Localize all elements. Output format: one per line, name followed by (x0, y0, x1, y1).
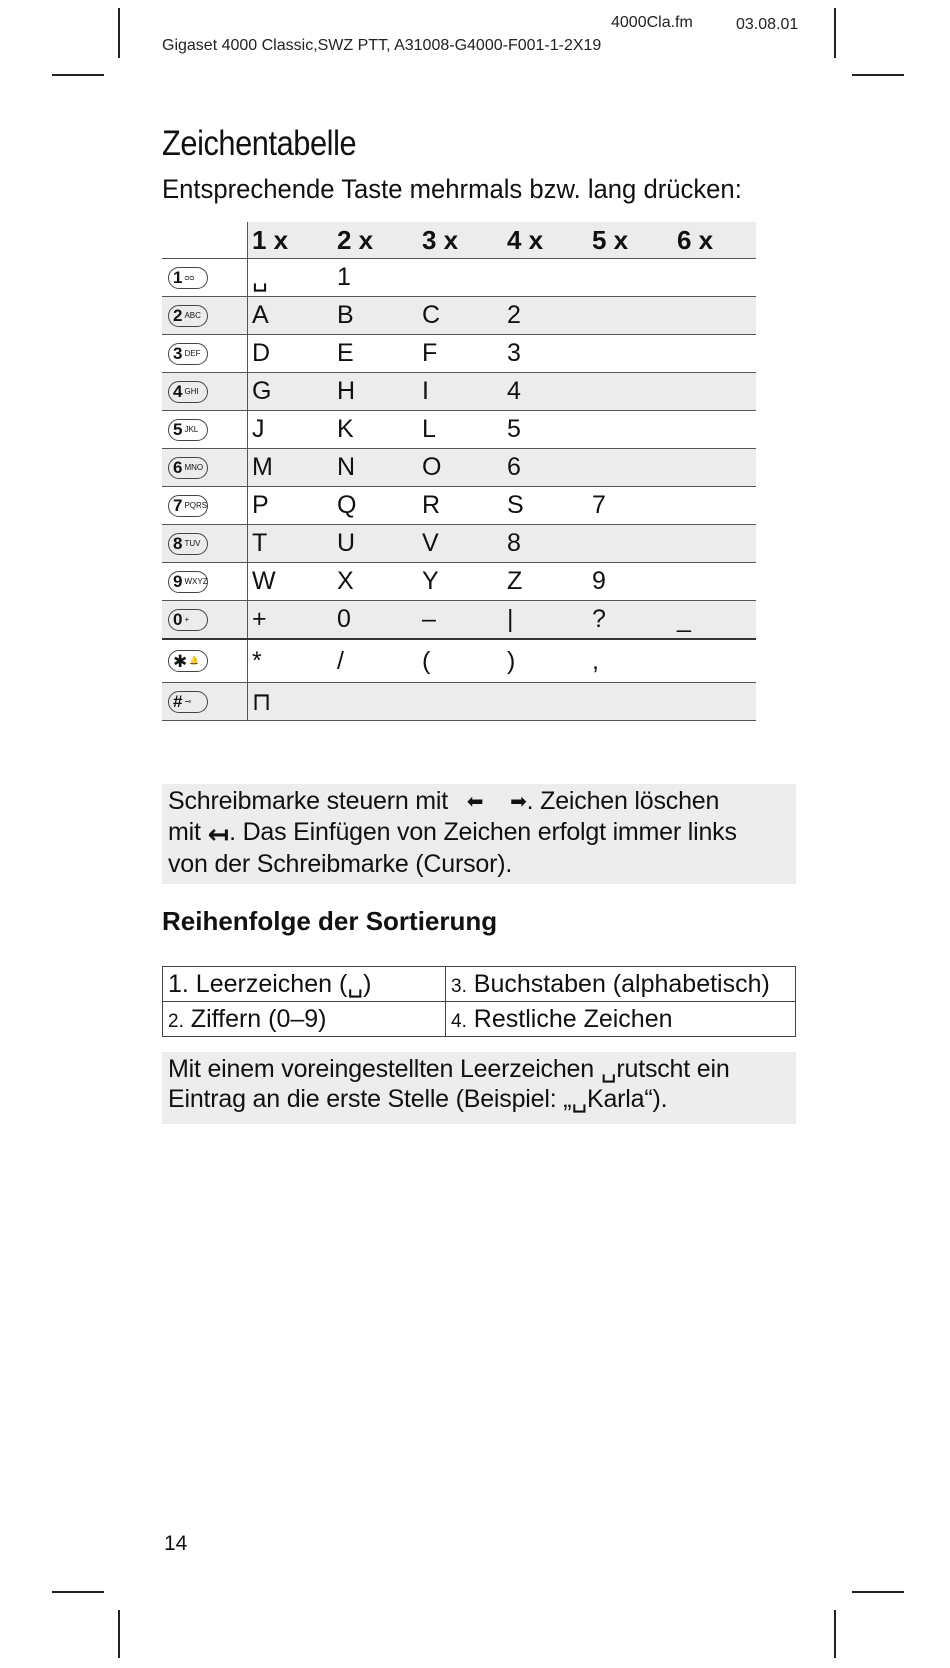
char-cell: K (337, 415, 354, 443)
key-label: 4 (173, 382, 183, 401)
key-8-icon (168, 533, 208, 555)
char-cell: Q (337, 491, 357, 519)
char-cell: ? (592, 605, 606, 633)
key-9-icon (168, 571, 208, 593)
char-cell: * (252, 646, 262, 675)
char-cell: F (422, 339, 438, 367)
key-label: 6 (173, 458, 183, 477)
table-row (162, 563, 756, 601)
crop-mark-bottom-right (834, 1610, 836, 1658)
char-cell: T (252, 529, 268, 557)
char-cell: X (337, 567, 354, 595)
crop-mark-bottom-left (118, 1610, 120, 1658)
left-arrow-icon: ⬅ (466, 791, 484, 814)
cursor-info-box (162, 784, 796, 884)
char-cell: I (422, 377, 429, 405)
key-cell (162, 297, 248, 334)
column-header: 5 x (592, 224, 629, 255)
column-header: 2 x (337, 224, 374, 255)
key-sublabel: ᴑᴑ (184, 272, 195, 282)
key-3-icon (168, 343, 208, 365)
char-cell: / (337, 646, 344, 675)
char-cell: | (507, 605, 514, 633)
key-sublabel: PQRS (184, 500, 208, 510)
char-cell: 3 (507, 339, 521, 367)
key-cell (162, 563, 248, 600)
column-header: 1 x (252, 224, 289, 255)
key-label: 1 (173, 268, 183, 287)
column-header: 4 x (507, 224, 544, 255)
char-cell: ⊓ (252, 687, 272, 716)
key-sublabel: + (184, 614, 190, 624)
sort-item-number: 4. (451, 1010, 467, 1032)
sort-item-text: Buchstaben (alphabetisch) (466, 969, 770, 998)
header-filename: 4000Cla.fm (611, 14, 693, 31)
char-cell: 0 (337, 605, 351, 633)
key-sublabel: JKL (184, 424, 199, 434)
key-cell (162, 373, 248, 410)
cursor-info-text: Schreibmarke steuern mit (168, 787, 449, 815)
table-row (162, 683, 756, 721)
table-row (162, 449, 756, 487)
key-7-icon (168, 495, 208, 517)
space-note-line-2: Eintrag an die erste Stelle (Beispiel: „␣Karla“). (168, 1085, 668, 1113)
insert-info-text: . Das Einfügen von Zeichen erfolgt immer links (229, 818, 737, 847)
char-cell: W (252, 567, 276, 595)
key-label: 3 (173, 344, 183, 363)
sort-item-3 (446, 967, 796, 1002)
char-cell: M (252, 453, 273, 481)
char-cell: S (507, 491, 524, 519)
char-cell: C (422, 301, 441, 329)
char-cell: B (337, 301, 354, 329)
key-label: 7 (173, 496, 183, 515)
char-cell: A (252, 301, 269, 329)
key-1-icon (168, 267, 208, 289)
crop-mark-top-right (834, 8, 836, 58)
char-cell: D (252, 339, 271, 367)
key-label: 8 (173, 534, 183, 553)
char-cell: E (337, 339, 354, 367)
char-cell: _ (677, 605, 691, 633)
page-number: 14 (164, 1532, 188, 1555)
char-cell: R (422, 491, 441, 519)
crop-mark-bottom-left-h (52, 1591, 104, 1593)
char-cell: Y (422, 567, 439, 595)
char-cell: L (422, 415, 436, 443)
char-cell: N (337, 453, 356, 481)
char-cell: J (252, 415, 265, 443)
char-cell: O (422, 453, 442, 481)
sort-item-text: Ziffern (0–9) (183, 1004, 327, 1033)
char-cell: P (252, 491, 269, 519)
key-label: 0 (173, 610, 183, 629)
right-arrow-icon: ➡ (510, 791, 527, 814)
table-row (162, 373, 756, 411)
delete-info-text: . Zeichen löschen (526, 787, 720, 815)
key-sublabel: ⊸ (184, 696, 192, 706)
char-cell: 5 (507, 415, 521, 443)
key-sublabel: GHI (184, 386, 199, 396)
key-2-icon (168, 305, 208, 327)
delete-with-text: mit (168, 818, 201, 847)
sort-item-2 (163, 1002, 446, 1037)
table-row (162, 487, 756, 525)
char-cell: 2 (507, 301, 521, 329)
table-row (162, 297, 756, 335)
char-cell: G (252, 377, 272, 405)
key-6-icon (168, 457, 208, 479)
key-label: 2 (173, 306, 183, 325)
header-date: 03.08.01 (736, 16, 799, 33)
crop-mark-top-right-h (852, 74, 904, 76)
cursor-info-line-2 (168, 817, 790, 848)
sort-item-number: 2. (168, 1010, 184, 1032)
char-cell: ) (507, 646, 516, 675)
table-row (162, 640, 756, 683)
table-row (163, 967, 796, 1002)
crop-mark-bottom-right-h (852, 1591, 904, 1593)
key-sublabel: MNO (184, 462, 204, 472)
char-cell: H (337, 377, 356, 405)
key-cell (162, 640, 248, 682)
page-subtitle: Entsprechende Taste mehrmals bzw. lang drücken: (162, 174, 742, 204)
space-note-line-1: Mit einem voreingestellten Leerzeichen ␣rutscht ein (168, 1055, 730, 1083)
key-cell (162, 411, 248, 448)
table-row (163, 1002, 796, 1037)
page-title: Zeichentabelle (162, 124, 357, 163)
sort-item-number: 1. (168, 970, 189, 998)
sort-item-1 (163, 967, 446, 1002)
table-row (162, 525, 756, 563)
sort-heading: Reihenfolge der Sortierung (162, 906, 498, 936)
key-sublabel: WXYZ (184, 576, 208, 586)
key-cell (162, 601, 248, 638)
char-cell: , (592, 646, 599, 675)
char-cell: 7 (592, 491, 606, 519)
cursor-info-line-1 (168, 786, 790, 817)
column-header: 3 x (422, 224, 459, 255)
key-cell (162, 487, 248, 524)
char-cell: ␣ (252, 263, 268, 292)
crop-mark-top-left-h (52, 74, 104, 76)
char-cell: – (422, 605, 436, 633)
key-4-icon (168, 381, 208, 403)
key-label: ✱ (173, 651, 188, 671)
key-label: # (173, 692, 183, 711)
key-label: 9 (173, 572, 183, 591)
key-column-header (162, 222, 248, 258)
key-sublabel: TUV (184, 538, 201, 548)
char-cell: 1 (337, 263, 351, 291)
sort-item-4 (446, 1002, 796, 1037)
column-header: 6 x (677, 224, 714, 255)
key-cell (162, 683, 248, 720)
key-sublabel: DEF (184, 348, 201, 358)
key-sublabel: 🔔 (189, 656, 200, 665)
table-row (162, 259, 756, 297)
key-sublabel: ABC (184, 310, 201, 320)
sort-item-text: Restliche Zeichen (466, 1004, 673, 1033)
delete-key-icon: ↤ (207, 818, 230, 849)
cursor-info-line-3: von der Schreibmarke (Cursor). (168, 849, 513, 878)
char-cell: 8 (507, 529, 521, 557)
space-note-box (162, 1052, 796, 1124)
char-cell: 9 (592, 567, 606, 595)
key-star-icon (168, 650, 208, 672)
header-product-line: Gigaset 4000 Classic,SWZ PTT, A31008-G4000-F001-1-2X19 (162, 37, 602, 54)
char-cell: 6 (507, 453, 521, 481)
key-5-icon (168, 419, 208, 441)
key-0-icon (168, 609, 208, 631)
char-cell: U (337, 529, 356, 557)
key-cell (162, 335, 248, 372)
key-label: 5 (173, 420, 183, 439)
table-row (162, 335, 756, 373)
sort-order-table (162, 966, 796, 1037)
table-row (162, 601, 756, 640)
char-cell: ( (422, 646, 431, 675)
key-cell (162, 449, 248, 486)
key-cell (162, 525, 248, 562)
key-cell (162, 259, 248, 296)
character-table (162, 222, 756, 721)
char-cell: + (252, 605, 267, 633)
character-table-header (162, 222, 756, 259)
sort-item-number: 3. (451, 975, 467, 997)
key-hash-icon (168, 691, 208, 713)
char-cell: 4 (507, 377, 521, 405)
sort-item-text: Leerzeichen (␣) (188, 970, 372, 998)
char-cell: V (422, 529, 439, 557)
table-row (162, 411, 756, 449)
crop-mark-top-left (118, 8, 120, 58)
char-cell: Z (507, 567, 523, 595)
